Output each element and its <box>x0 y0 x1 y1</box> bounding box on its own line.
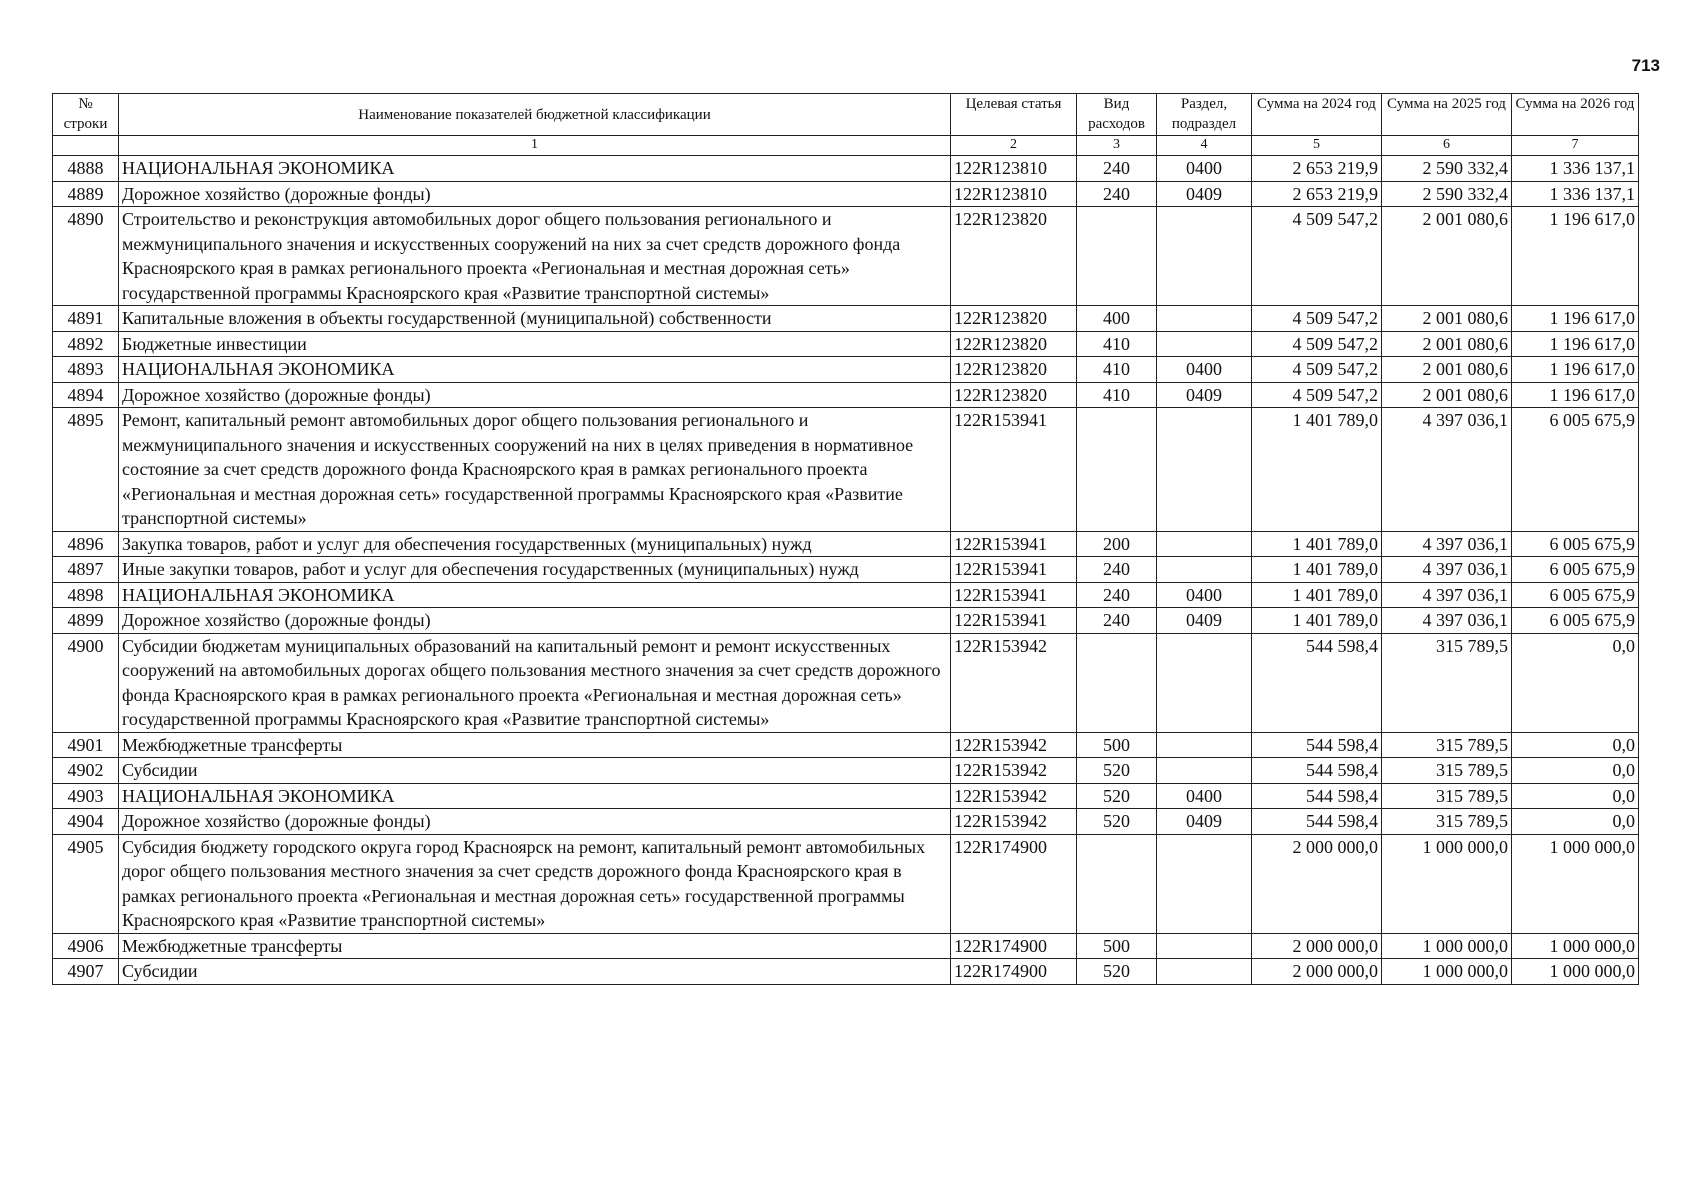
row-name: Субсидии <box>119 758 951 784</box>
row-sum-2025: 2 001 080,6 <box>1382 306 1512 332</box>
row-sum-2025: 315 789,5 <box>1382 758 1512 784</box>
table-row <box>53 181 1639 207</box>
row-sum-2024: 544 598,4 <box>1252 809 1382 835</box>
row-sum-2026: 1 000 000,0 <box>1512 959 1639 985</box>
table-row <box>53 732 1639 758</box>
row-sum-2026: 6 005 675,9 <box>1512 582 1639 608</box>
header-sum-2026: Сумма на 2026 год <box>1512 94 1639 136</box>
row-name: Закупка товаров, работ и услуг для обеспечения государственных (муниципальных) нужд <box>119 531 951 557</box>
column-number: 3 <box>1077 136 1157 156</box>
table-row <box>53 408 1639 532</box>
budget-table <box>52 93 1639 985</box>
row-number: 4895 <box>53 408 119 532</box>
row-sum-2024: 1 401 789,0 <box>1252 608 1382 634</box>
row-sum-2024: 544 598,4 <box>1252 758 1382 784</box>
row-sum-2024: 2 000 000,0 <box>1252 834 1382 933</box>
table-row <box>53 809 1639 835</box>
row-number: 4893 <box>53 357 119 383</box>
row-sum-2025: 4 397 036,1 <box>1382 608 1512 634</box>
row-name: Дорожное хозяйство (дорожные фонды) <box>119 382 951 408</box>
row-sum-2024: 544 598,4 <box>1252 783 1382 809</box>
row-sum-2025: 2 001 080,6 <box>1382 331 1512 357</box>
table-row <box>53 783 1639 809</box>
row-sum-2026: 1 196 617,0 <box>1512 306 1639 332</box>
row-expense-type: 410 <box>1077 382 1157 408</box>
row-number: 4888 <box>53 156 119 182</box>
row-target-code: 122R123820 <box>951 382 1077 408</box>
row-number: 4901 <box>53 732 119 758</box>
row-sum-2026: 1 196 617,0 <box>1512 382 1639 408</box>
row-name: НАЦИОНАЛЬНАЯ ЭКОНОМИКА <box>119 156 951 182</box>
row-sum-2025: 4 397 036,1 <box>1382 408 1512 532</box>
row-name: Иные закупки товаров, работ и услуг для обеспечения государственных (муниципальных) нужд <box>119 557 951 583</box>
row-section: 0409 <box>1157 382 1252 408</box>
row-sum-2026: 0,0 <box>1512 732 1639 758</box>
row-target-code: 122R153941 <box>951 608 1077 634</box>
row-section <box>1157 758 1252 784</box>
row-sum-2026: 1 000 000,0 <box>1512 933 1639 959</box>
row-expense-type: 520 <box>1077 783 1157 809</box>
row-number: 4906 <box>53 933 119 959</box>
header-target: Целевая статья <box>951 94 1077 136</box>
row-number: 4892 <box>53 331 119 357</box>
row-sum-2024: 2 000 000,0 <box>1252 959 1382 985</box>
row-number: 4900 <box>53 633 119 732</box>
row-name: Капитальные вложения в объекты государственной (муниципальной) собственности <box>119 306 951 332</box>
row-sum-2025: 2 590 332,4 <box>1382 181 1512 207</box>
row-sum-2025: 1 000 000,0 <box>1382 834 1512 933</box>
row-sum-2025: 315 789,5 <box>1382 633 1512 732</box>
row-section: 0400 <box>1157 783 1252 809</box>
row-name: Субсидии бюджетам муниципальных образований на капитальный ремонт и ремонт искусственных сооружений на автомобильных дорогах общего пользования местного значения за счет средств дорожного фонда Красноярского края в рамках регионального проекта «Региональная и местная дорожная сеть» государственной программы Красноярского края «Развитие транспортной системы» <box>119 633 951 732</box>
row-target-code: 122R123820 <box>951 331 1077 357</box>
row-sum-2024: 544 598,4 <box>1252 732 1382 758</box>
row-section <box>1157 557 1252 583</box>
row-number: 4896 <box>53 531 119 557</box>
table-row <box>53 207 1639 306</box>
row-sum-2026: 6 005 675,9 <box>1512 608 1639 634</box>
row-sum-2026: 1 196 617,0 <box>1512 207 1639 306</box>
row-number: 4897 <box>53 557 119 583</box>
row-target-code: 122R123820 <box>951 207 1077 306</box>
row-sum-2025: 2 001 080,6 <box>1382 207 1512 306</box>
row-expense-type: 240 <box>1077 156 1157 182</box>
table-row <box>53 331 1639 357</box>
row-sum-2024: 1 401 789,0 <box>1252 557 1382 583</box>
header-sum-2025: Сумма на 2025 год <box>1382 94 1512 136</box>
row-expense-type: 200 <box>1077 531 1157 557</box>
row-sum-2026: 0,0 <box>1512 783 1639 809</box>
row-expense-type: 520 <box>1077 758 1157 784</box>
row-number: 4899 <box>53 608 119 634</box>
row-section <box>1157 331 1252 357</box>
row-expense-type <box>1077 207 1157 306</box>
row-number: 4889 <box>53 181 119 207</box>
row-expense-type <box>1077 633 1157 732</box>
row-name: Межбюджетные трансферты <box>119 732 951 758</box>
row-sum-2025: 1 000 000,0 <box>1382 933 1512 959</box>
row-sum-2026: 1 336 137,1 <box>1512 181 1639 207</box>
header-razdel: Раздел, подраздел <box>1157 94 1252 136</box>
row-section <box>1157 531 1252 557</box>
row-name: Ремонт, капитальный ремонт автомобильных дорог общего пользования регионального и межмуниципального значения и искусственных сооружений на них в целях приведения в нормативное состояние за счет средств дорожного фонда Красноярского края в рамках регионального проекта «Региональная и местная дорожная сеть» государственной программы Красноярского края «Развитие транспортной системы» <box>119 408 951 532</box>
row-section: 0409 <box>1157 809 1252 835</box>
row-section <box>1157 207 1252 306</box>
row-name: Дорожное хозяйство (дорожные фонды) <box>119 809 951 835</box>
row-target-code: 122R153941 <box>951 408 1077 532</box>
row-sum-2025: 4 397 036,1 <box>1382 557 1512 583</box>
row-section <box>1157 933 1252 959</box>
table-row <box>53 582 1639 608</box>
row-sum-2025: 2 001 080,6 <box>1382 382 1512 408</box>
row-name: НАЦИОНАЛЬНАЯ ЭКОНОМИКА <box>119 582 951 608</box>
row-section: 0409 <box>1157 181 1252 207</box>
row-name: Субсидия бюджету городского округа город Красноярск на ремонт, капитальный ремонт автомобильных дорог общего пользования местного значения за счет средств дорожного фонда Красноярского края в рамках регионального проекта «Региональная и местная дорожная сеть» государственной программы Красноярского края «Развитие транспортной системы» <box>119 834 951 933</box>
row-sum-2024: 4 509 547,2 <box>1252 207 1382 306</box>
column-number: 4 <box>1157 136 1252 156</box>
row-section: 0400 <box>1157 582 1252 608</box>
column-number: 5 <box>1252 136 1382 156</box>
row-sum-2024: 2 653 219,9 <box>1252 181 1382 207</box>
row-number: 4890 <box>53 207 119 306</box>
row-target-code: 122R153942 <box>951 633 1077 732</box>
row-sum-2024: 4 509 547,2 <box>1252 331 1382 357</box>
row-target-code: 122R174900 <box>951 834 1077 933</box>
row-sum-2024: 2 653 219,9 <box>1252 156 1382 182</box>
row-sum-2025: 315 789,5 <box>1382 809 1512 835</box>
header-sum-2024: Сумма на 2024 год <box>1252 94 1382 136</box>
row-sum-2024: 4 509 547,2 <box>1252 357 1382 383</box>
row-sum-2026: 0,0 <box>1512 809 1639 835</box>
row-target-code: 122R153942 <box>951 783 1077 809</box>
row-name: Бюджетные инвестиции <box>119 331 951 357</box>
row-expense-type: 500 <box>1077 732 1157 758</box>
row-section <box>1157 408 1252 532</box>
row-name: НАЦИОНАЛЬНАЯ ЭКОНОМИКА <box>119 783 951 809</box>
row-target-code: 122R123820 <box>951 306 1077 332</box>
column-number: 7 <box>1512 136 1639 156</box>
row-expense-type: 410 <box>1077 331 1157 357</box>
table-row <box>53 834 1639 933</box>
row-sum-2026: 1 336 137,1 <box>1512 156 1639 182</box>
row-target-code: 122R153942 <box>951 809 1077 835</box>
row-section <box>1157 959 1252 985</box>
row-number: 4902 <box>53 758 119 784</box>
row-sum-2024: 1 401 789,0 <box>1252 531 1382 557</box>
table-row <box>53 306 1639 332</box>
row-target-code: 122R153941 <box>951 582 1077 608</box>
table-row <box>53 531 1639 557</box>
header-name: Наименование показателей бюджетной классификации <box>119 94 951 136</box>
row-sum-2026: 0,0 <box>1512 633 1639 732</box>
row-number: 4904 <box>53 809 119 835</box>
row-sum-2025: 315 789,5 <box>1382 732 1512 758</box>
row-number: 4898 <box>53 582 119 608</box>
row-sum-2026: 1 196 617,0 <box>1512 357 1639 383</box>
row-expense-type: 240 <box>1077 557 1157 583</box>
header-row-no: № строки <box>53 94 119 136</box>
row-name: Межбюджетные трансферты <box>119 933 951 959</box>
row-target-code: 122R123810 <box>951 181 1077 207</box>
row-sum-2024: 2 000 000,0 <box>1252 933 1382 959</box>
row-expense-type: 520 <box>1077 959 1157 985</box>
row-section: 0400 <box>1157 156 1252 182</box>
row-section <box>1157 306 1252 332</box>
row-expense-type: 500 <box>1077 933 1157 959</box>
table-row <box>53 156 1639 182</box>
row-sum-2025: 4 397 036,1 <box>1382 531 1512 557</box>
row-sum-2025: 1 000 000,0 <box>1382 959 1512 985</box>
row-sum-2024: 4 509 547,2 <box>1252 306 1382 332</box>
row-sum-2026: 6 005 675,9 <box>1512 557 1639 583</box>
table-row <box>53 933 1639 959</box>
table-row <box>53 382 1639 408</box>
table-row <box>53 608 1639 634</box>
row-expense-type: 240 <box>1077 582 1157 608</box>
row-sum-2026: 6 005 675,9 <box>1512 531 1639 557</box>
row-expense-type <box>1077 408 1157 532</box>
row-target-code: 122R153942 <box>951 758 1077 784</box>
row-sum-2024: 544 598,4 <box>1252 633 1382 732</box>
row-sum-2026: 0,0 <box>1512 758 1639 784</box>
row-sum-2026: 6 005 675,9 <box>1512 408 1639 532</box>
row-target-code: 122R174900 <box>951 959 1077 985</box>
row-section: 0400 <box>1157 357 1252 383</box>
row-sum-2024: 4 509 547,2 <box>1252 382 1382 408</box>
row-section <box>1157 633 1252 732</box>
header-vid: Вид расходов <box>1077 94 1157 136</box>
row-expense-type: 410 <box>1077 357 1157 383</box>
row-name: Строительство и реконструкция автомобильных дорог общего пользования регионального и межмуниципального значения и искусственных сооружений на них за счет средств дорожного фонда Красноярского края в рамках регионального проекта «Региональная и местная дорожная сеть» государственной программы Красноярского края «Развитие транспортной системы» <box>119 207 951 306</box>
table-row <box>53 758 1639 784</box>
row-sum-2024: 1 401 789,0 <box>1252 582 1382 608</box>
row-target-code: 122R153941 <box>951 557 1077 583</box>
row-target-code: 122R174900 <box>951 933 1077 959</box>
column-number: 2 <box>951 136 1077 156</box>
row-sum-2026: 1 000 000,0 <box>1512 834 1639 933</box>
row-sum-2025: 4 397 036,1 <box>1382 582 1512 608</box>
row-expense-type: 240 <box>1077 608 1157 634</box>
row-name: НАЦИОНАЛЬНАЯ ЭКОНОМИКА <box>119 357 951 383</box>
page-number: 713 <box>1631 56 1660 75</box>
row-expense-type <box>1077 834 1157 933</box>
row-section <box>1157 732 1252 758</box>
row-expense-type: 400 <box>1077 306 1157 332</box>
row-section: 0409 <box>1157 608 1252 634</box>
table-row <box>53 959 1639 985</box>
row-target-code: 122R153941 <box>951 531 1077 557</box>
row-name: Дорожное хозяйство (дорожные фонды) <box>119 181 951 207</box>
table-row <box>53 633 1639 732</box>
column-number: 1 <box>119 136 951 156</box>
row-sum-2025: 2 001 080,6 <box>1382 357 1512 383</box>
row-section <box>1157 834 1252 933</box>
row-sum-2025: 315 789,5 <box>1382 783 1512 809</box>
row-name: Дорожное хозяйство (дорожные фонды) <box>119 608 951 634</box>
column-number: 6 <box>1382 136 1512 156</box>
row-number: 4905 <box>53 834 119 933</box>
row-number: 4907 <box>53 959 119 985</box>
row-name: Субсидии <box>119 959 951 985</box>
row-target-code: 122R153942 <box>951 732 1077 758</box>
row-sum-2026: 1 196 617,0 <box>1512 331 1639 357</box>
row-sum-2025: 2 590 332,4 <box>1382 156 1512 182</box>
column-number-blank <box>53 136 119 156</box>
row-target-code: 122R123810 <box>951 156 1077 182</box>
row-number: 4903 <box>53 783 119 809</box>
row-target-code: 122R123820 <box>951 357 1077 383</box>
table-row <box>53 557 1639 583</box>
row-sum-2024: 1 401 789,0 <box>1252 408 1382 532</box>
row-expense-type: 240 <box>1077 181 1157 207</box>
table-row <box>53 357 1639 383</box>
row-expense-type: 520 <box>1077 809 1157 835</box>
row-number: 4894 <box>53 382 119 408</box>
row-number: 4891 <box>53 306 119 332</box>
